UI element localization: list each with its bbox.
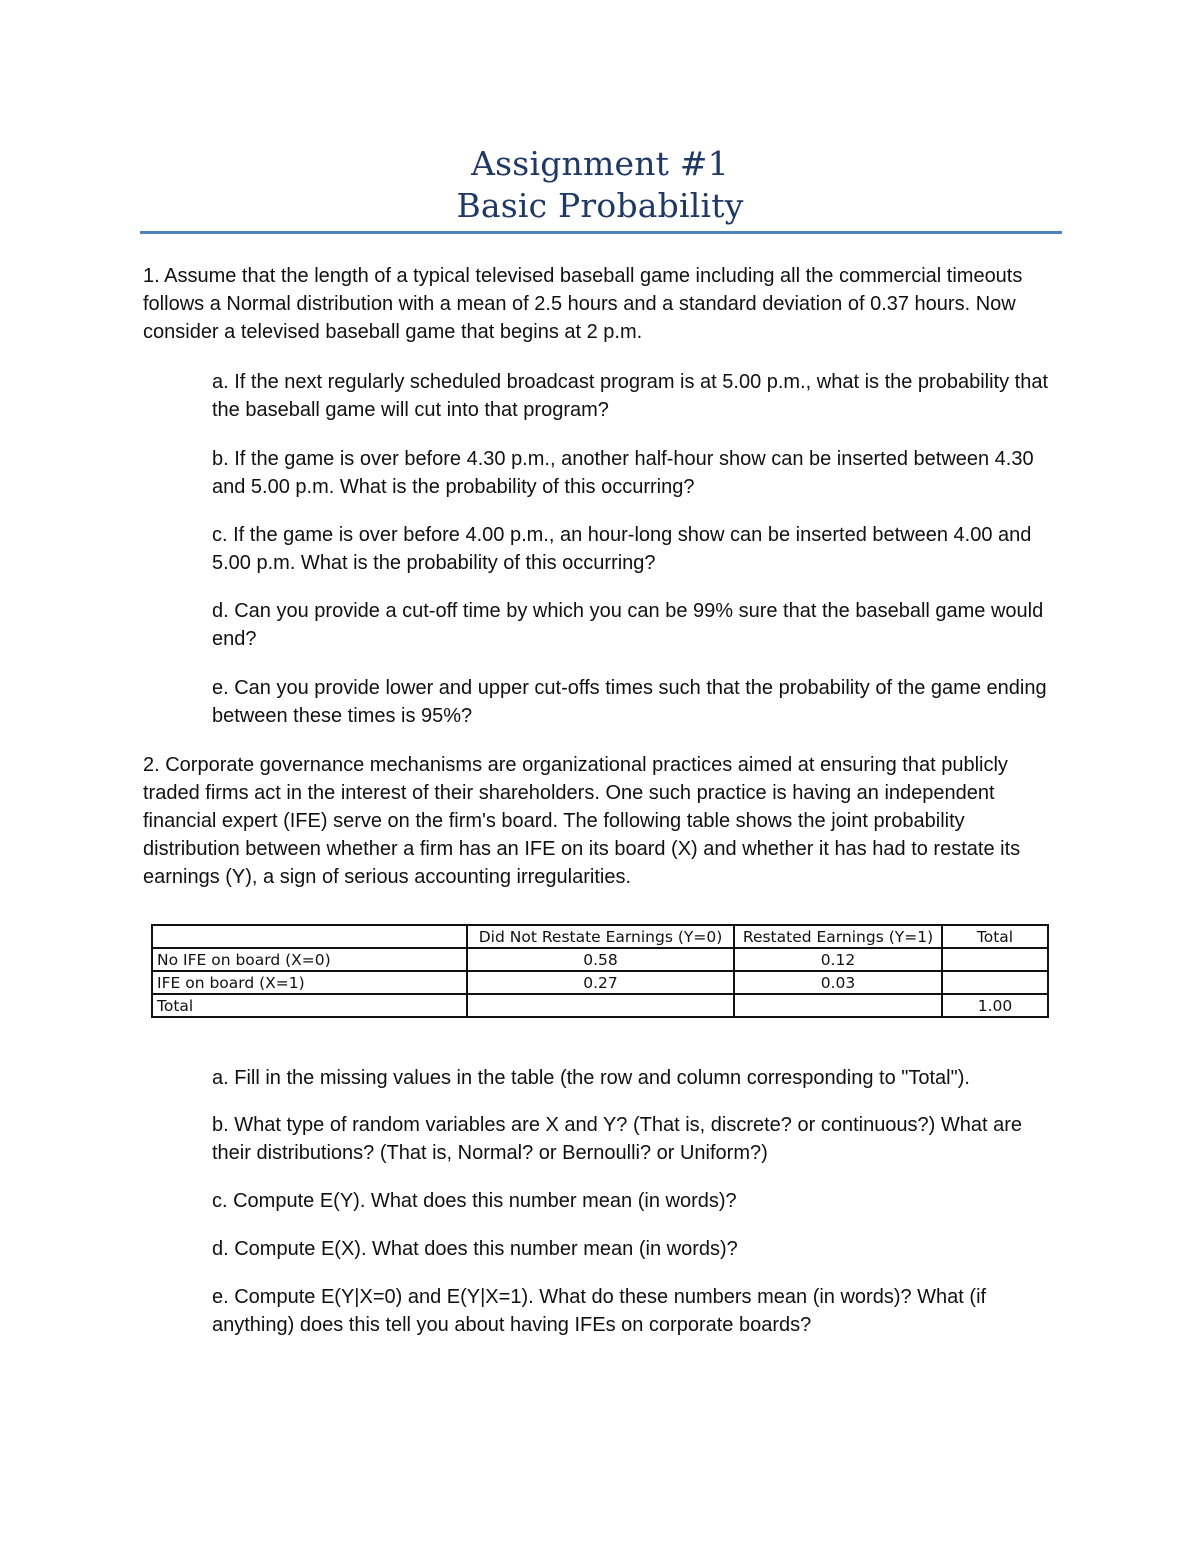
question-2: 2. Corporate governance mechanisms are organizational practices aimed at ensuring that publicly traded firms act in the interest of their shareholders. One such practice is having an independent financial expert (IFE) serve on the firm's board. The following table shows the joint probability distribution between whether a firm has an IFE on its board (X) and whether it has had to restate its earnings (Y), a sign of serious accounting irregularities. xyxy=(143,754,1021,888)
table-header-cell: Did Not Restate Earnings (Y=0) xyxy=(467,925,734,948)
table-cell: 0.58 xyxy=(467,948,734,971)
assignment-title: Assignment #1 xyxy=(471,144,729,183)
question-1a: a. If the next regularly scheduled broadcast program is at 5.00 p.m., what is the probability that the baseball game will cut into that program? xyxy=(212,371,1049,421)
table-header-row xyxy=(152,925,1048,948)
table-row-label: No IFE on board (X=0) xyxy=(152,948,467,971)
table-cell xyxy=(467,994,734,1017)
question-1e: e. Can you provide lower and upper cut-offs times such that the probability of the game ending between these times is 95%? xyxy=(212,677,1047,727)
table-header-cell xyxy=(152,925,467,948)
table-row-label: IFE on board (X=1) xyxy=(152,971,467,994)
table-cell: 1.00 xyxy=(942,994,1048,1017)
table-row-label: Total xyxy=(152,994,467,1017)
table-cell xyxy=(942,948,1048,971)
question-2b: b. What type of random variables are X and Y? (That is, discrete? or continuous?) What are their distributions? (That is, Normal? or Bernoulli? or Uniform?) xyxy=(212,1114,1023,1164)
table-total-row xyxy=(152,994,1048,1017)
question-1b: b. If the game is over before 4.30 p.m., another half-hour show can be inserted between 4.30 and 5.00 p.m. What is the probability of this occurring? xyxy=(212,448,1034,498)
title-divider xyxy=(140,231,1062,234)
table-cell: 0.03 xyxy=(734,971,942,994)
table-row xyxy=(152,948,1048,971)
table-header-cell: Restated Earnings (Y=1) xyxy=(734,925,942,948)
question-1d: d. Can you provide a cut-off time by which you can be 99% sure that the baseball game would end? xyxy=(212,600,1044,650)
question-1c: c. If the game is over before 4.00 p.m., an hour-long show can be inserted between 4.00 and 5.00 p.m. What is the probability of this occurring? xyxy=(212,524,1032,574)
question-2a: a. Fill in the missing values in the table (the row and column corresponding to "Total"). xyxy=(212,1067,970,1089)
table-cell xyxy=(734,994,942,1017)
table-header-cell: Total xyxy=(942,925,1048,948)
question-1: 1. Assume that the length of a typical televised baseball game including all the commercial timeouts follows a Normal distribution with a mean of 2.5 hours and a standard deviation of 0.37 hours. Now consider a televised baseball game that begins at 2 p.m. xyxy=(143,265,1023,343)
table-row xyxy=(152,971,1048,994)
joint-probability-table xyxy=(151,924,1049,1018)
question-2e: e. Compute E(Y|X=0) and E(Y|X=1). What do these numbers mean (in words)? What (if anything) does this tell you about having IFEs on corporate boards? xyxy=(212,1286,987,1336)
question-2c: c. Compute E(Y). What does this number mean (in words)? xyxy=(212,1190,737,1212)
table-cell: 0.12 xyxy=(734,948,942,971)
table-cell: 0.27 xyxy=(467,971,734,994)
table-cell xyxy=(942,971,1048,994)
title-block xyxy=(0,143,1200,227)
question-2d: d. Compute E(X). What does this number mean (in words)? xyxy=(212,1238,738,1260)
assignment-subtitle: Basic Probability xyxy=(456,186,744,225)
